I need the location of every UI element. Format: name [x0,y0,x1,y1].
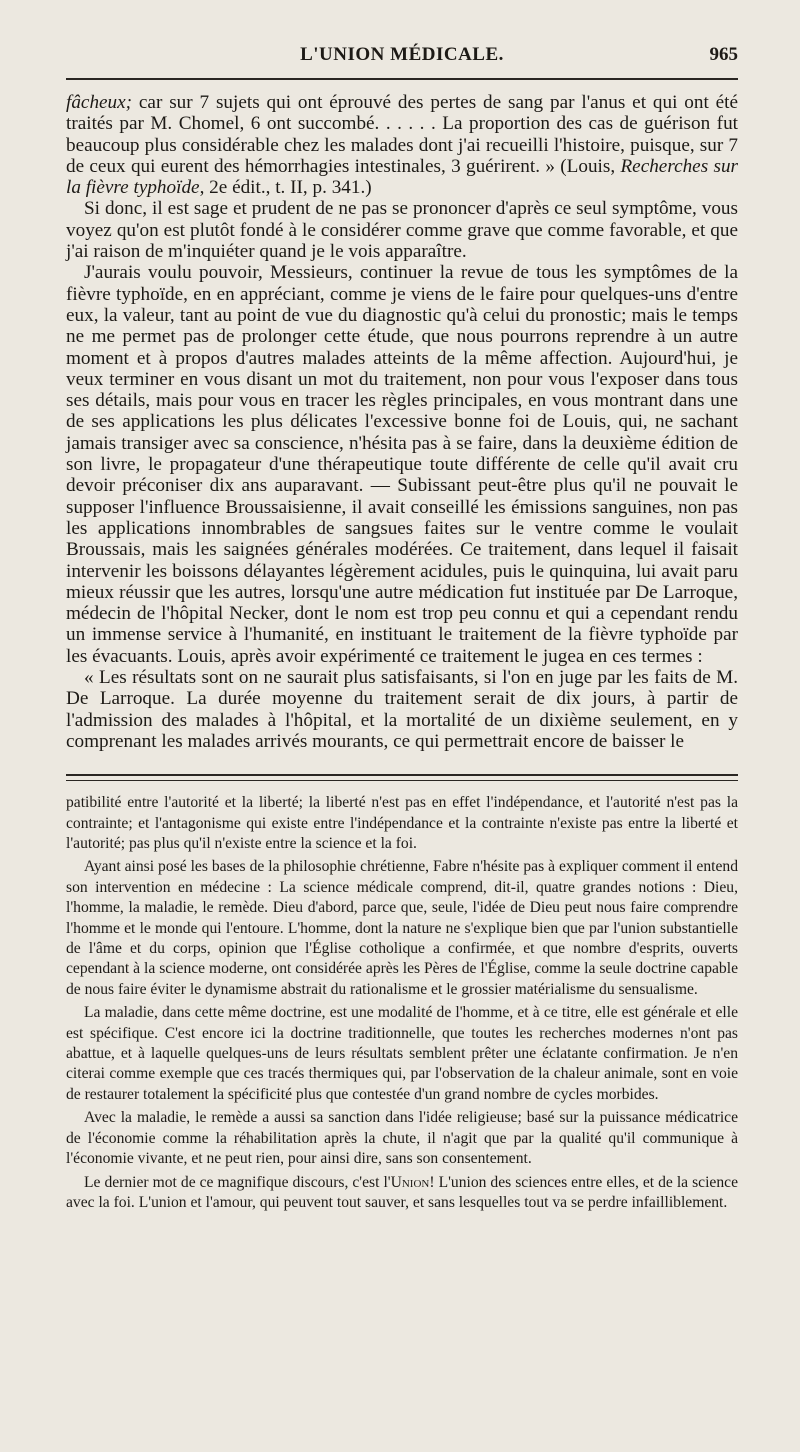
page-number: 965 [709,44,738,65]
main-text [66,92,738,752]
note-2: Ayant ainsi posé les bases de la philosophie chrétienne, Fabre n'hésite pas à expliquer comment il entend son intervention en médecine : La science médicale comprend, dit-il, quatre grandes notions : Dieu, l'homme, la maladie, le remède. Dieu d'abord, parce que, seule, l'idée de Dieu peut nous faire comprendre l'homme et le monde qui l'entoure. L'homme, dont la nature ne s'explique bien que par l'union substantielle de l'âme et du corps, opinion que l'Église cotholique a confirmée, et que nombre d'esprits, ouverts cependant à la science moderne, ont considérée après les Pères de l'Église, comme la seule doctrine capable de nous faire éviter le dynamisme abstrait du rationalisme et le grossier matérialisme du sensualisme. [66,858,738,998]
note-3: La maladie, dans cette même doctrine, est une modalité de l'homme, et à ce titre, elle est générale et elle est spécifique. C'est encore ici la doctrine traditionnelle, que toutes les recherches modernes n'ont pas abattue, et à laquelle quelques-uns de leurs résultats semblent prêter une éclatante confirmation. Je n'en citerai comme exemple que ces tracés thermiques qui, par l'observation de la chaleur animale, sont en voie de restaurer totalement la spécificité plus que contestée d'un grand nombre de cycles morbides. [66,1004,738,1103]
note-1: patibilité entre l'autorité et la liberté; la liberté n'est pas en effet l'indépendance, et l'autorité n'est pas la contrainte; et l'antagonisme qui existe entre l'indépendance et la contrainte n'existe pas entre la liberté et l'autorité; pas plus qu'il n'existe entre la science et la foi. [66,794,738,853]
footnote-rule [66,774,738,781]
running-header [66,44,738,78]
paragraph-3: J'aurais voulu pouvoir, Messieurs, continuer la revue de tous les symptômes de la fièvre typhoïde, en en appréciant, comme je viens de le faire pour quelques-uns d'entre eux, la valeur, tant au point de vue du diagnostic qu'à celui du pronostic; mais le temps ne me permet pas de prolonger cette étude, que nous pourrons reprendre à un autre moment et à propos d'autres malades atteints de la même affection. Aujourd'hui, je veux terminer en vous disant un mot du traitement, non pour vous l'exposer dans tous ses détails, mais pour vous en tracer les règles principales, en vous montrant dans une de ses applications les plus délicates l'excessive bonne foi de Louis, qui, ne sachant jamais transiger avec sa conscience, n'hésita pas à se faire, dans la deuxième édition de son livre, le propagateur d'une thérapeutique toute différente de celle qu'il avait cru devoir préconiser dix ans auparavant. — Subissant peut-être plus qu'il ne pouvait le supposer l'influence Broussaisienne, il avait conseillé les émissions sanguines, non pas les applications innombrables de sangsues faites sur le ventre comme le voulait Broussais, mais les saignées générales modérées. Ce traitement, dans lequel il faisait intervenir les boissons délayantes légèrement acidules, puis le quinquina, lui avait paru mieux réussir que les autres, lorsqu'une autre médication fut instituée par De Larroque, médecin de l'hôpital Necker, dont le nom est trop peu connu et qui a cependant rendu un immense service à l'humanité, en instituant le traitement de la fièvre typhoïde par les évacuants. Louis, après avoir expérimenté ce traitement le jugea en ces termes : [66,262,738,667]
paragraph-1-citation-end: , 2e édit., t. II, p. 341.) [199,177,372,199]
paragraph-1-citation-title: Recherches sur la fièvre typhoïde [66,155,739,199]
note-4: Avec la maladie, le remède a aussi sa sanction dans l'idée religieuse; basé sur la puissance médicatrice de l'économie comme la réhabilitation après la chute, il n'agit que par la qualité qu'il communique à l'économie vivante, et ne peut rien, pour ainsi dire, sans son consentement. [66,1109,738,1168]
header-rule [66,78,738,80]
note-5-end: ! L'union des sciences entre elles, et de la science avec la foi. L'union et l'amour, qui peuvent tout sauver, et sans lesquelles tout va se perdre infailliblement. [66,1173,738,1211]
note-5-union: Union [390,1173,430,1191]
paragraph-1 [66,92,738,198]
paragraph-4-quote: « Les résultats sont on ne saurait plus satisfaisants, si l'on en juge par les faits de M. De Larroque. La durée moyenne du traitement serait de dix jours, à partir de l'admission des malades à l'hôpital, et la mortalité de un dixième seulement, en y comprenant les malades arrivés mourants, ce qui permettrait encore de baisser le [66,667,738,752]
paragraph-1-lead: fâcheux; [66,92,133,113]
paragraph-1-body: car sur 7 sujets qui ont éprouvé des pertes de sang par l'anus et qui ont été traités par M. Chomel, 6 ont succombé. . . . . . La proportion des cas de guérison fut beaucoup plus considérable chez les malades dont j'ai recueilli l'histoire, puisque, sur 7 de ceux qui eurent des hémorrhagies intestinales, 3 guérirent. » (Louis, [66,92,738,177]
note-5-start: Le dernier mot de ce magnifique discours, c'est l' [84,1173,391,1191]
footnotes [66,793,738,1213]
note-5 [66,1173,738,1214]
journal-title: L'UNION MÉDICALE. [300,44,504,65]
paragraph-2: Si donc, il est sage et prudent de ne pas se prononcer d'après ce seul symptôme, vous voyez qu'on est plutôt fondé à le considérer comme grave que comme favorable, et que j'ai raison de m'inquiéter quand je le vois apparaître. [66,198,738,263]
